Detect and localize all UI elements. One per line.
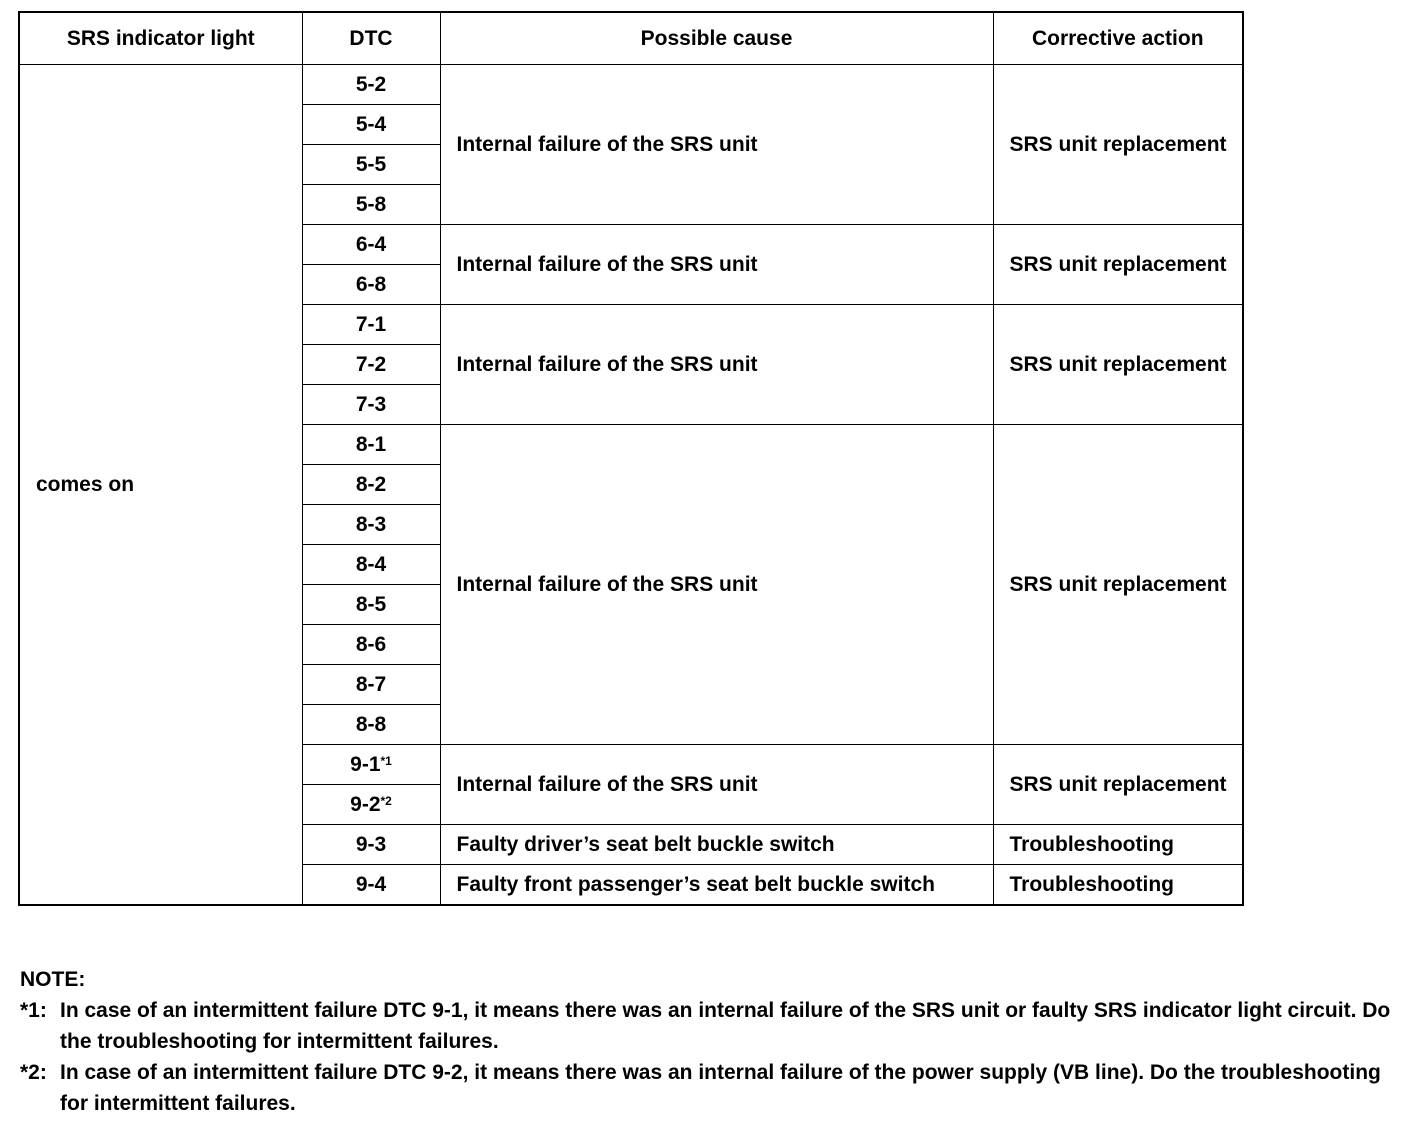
footnote-text: In case of an intermittent failure DTC 9-1, it means there was an internal failure of the SRS unit or faulty SRS indicator light circuit. Do the troubleshooting for intermittent failures. [60, 999, 1391, 1053]
dtc-cell [302, 185, 440, 225]
table-row [19, 65, 1243, 105]
dtc-code: 6-4 [355, 232, 387, 256]
footnote-ref: *1 [380, 753, 392, 768]
footnote-mark: *2: [20, 1061, 47, 1084]
dtc-code: 8-8 [355, 712, 387, 736]
dtc-code: 5-8 [355, 192, 387, 216]
dtc-cell [302, 585, 440, 625]
dtc-cell [302, 65, 440, 105]
dtc-cell [302, 145, 440, 185]
footnote-mark: *1: [20, 999, 47, 1022]
dtc-cell [302, 345, 440, 385]
dtc-cell [302, 385, 440, 425]
corrective-action-cell: SRS unit replacement [993, 65, 1243, 225]
footnote-ref: *2 [380, 793, 392, 808]
dtc-code: 9-3 [355, 832, 387, 856]
dtc-code: 8-3 [355, 512, 387, 536]
dtc-cell [302, 625, 440, 665]
header-corrective-action: Corrective action [993, 12, 1243, 65]
header-indicator-light: SRS indicator light [19, 12, 302, 65]
dtc-cell [302, 305, 440, 345]
dtc-cell [302, 425, 440, 465]
dtc-cell [302, 225, 440, 265]
dtc-cell [302, 665, 440, 705]
corrective-action-cell: Troubleshooting [993, 825, 1243, 865]
dtc-code: 8-5 [355, 592, 387, 616]
possible-cause-cell: Internal failure of the SRS unit [440, 745, 993, 825]
dtc-cell [302, 865, 440, 906]
dtc-code: 8-1 [355, 432, 387, 456]
dtc-code: 6-8 [355, 272, 387, 296]
dtc-cell [302, 505, 440, 545]
dtc-cell [302, 545, 440, 585]
corrective-action-cell: SRS unit replacement [993, 225, 1243, 305]
corrective-action-cell: SRS unit replacement [993, 305, 1243, 425]
header-row [19, 12, 1243, 65]
possible-cause-cell: Internal failure of the SRS unit [440, 425, 993, 745]
note-heading: NOTE: [20, 968, 86, 991]
footnote-1 [20, 995, 1392, 1057]
possible-cause-cell: Internal failure of the SRS unit [440, 65, 993, 225]
footnote-text: In case of an intermittent failure DTC 9-2, it means there was an internal failure of the power supply (VB line). Do the troubleshooting for intermittent failures. [60, 1061, 1381, 1115]
dtc-code: 7-3 [355, 392, 387, 416]
dtc-code: 8-6 [355, 632, 387, 656]
dtc-code: 5-2 [355, 72, 387, 96]
dtc-code: 9-2 [350, 792, 381, 816]
header-possible-cause: Possible cause [440, 12, 993, 65]
dtc-table [18, 11, 1244, 906]
dtc-code: 5-4 [355, 112, 387, 136]
footnote-2 [20, 1057, 1392, 1119]
dtc-cell [302, 785, 440, 825]
corrective-action-cell: SRS unit replacement [993, 425, 1243, 745]
notes-section [20, 964, 1392, 1119]
dtc-code: 5-5 [355, 152, 387, 176]
possible-cause-cell: Internal failure of the SRS unit [440, 305, 993, 425]
possible-cause-cell: Internal failure of the SRS unit [440, 225, 993, 305]
header-dtc: DTC [302, 12, 440, 65]
possible-cause-cell: Faulty front passenger’s seat belt buckle switch [440, 865, 993, 906]
dtc-cell [302, 745, 440, 785]
dtc-code: 9-4 [355, 872, 387, 896]
dtc-code: 8-7 [355, 672, 387, 696]
corrective-action-cell: Troubleshooting [993, 865, 1243, 906]
dtc-cell [302, 825, 440, 865]
corrective-action-cell: SRS unit replacement [993, 745, 1243, 825]
dtc-code: 8-4 [355, 552, 387, 576]
dtc-code: 7-2 [355, 352, 387, 376]
dtc-code: 9-1 [350, 752, 381, 776]
dtc-cell [302, 105, 440, 145]
indicator-light-cell: comes on [19, 65, 302, 906]
dtc-code: 8-2 [355, 472, 387, 496]
possible-cause-cell: Faulty driver’s seat belt buckle switch [440, 825, 993, 865]
dtc-cell [302, 465, 440, 505]
table-body [19, 65, 1243, 906]
dtc-cell [302, 705, 440, 745]
dtc-cell [302, 265, 440, 305]
dtc-code: 7-1 [355, 312, 387, 336]
